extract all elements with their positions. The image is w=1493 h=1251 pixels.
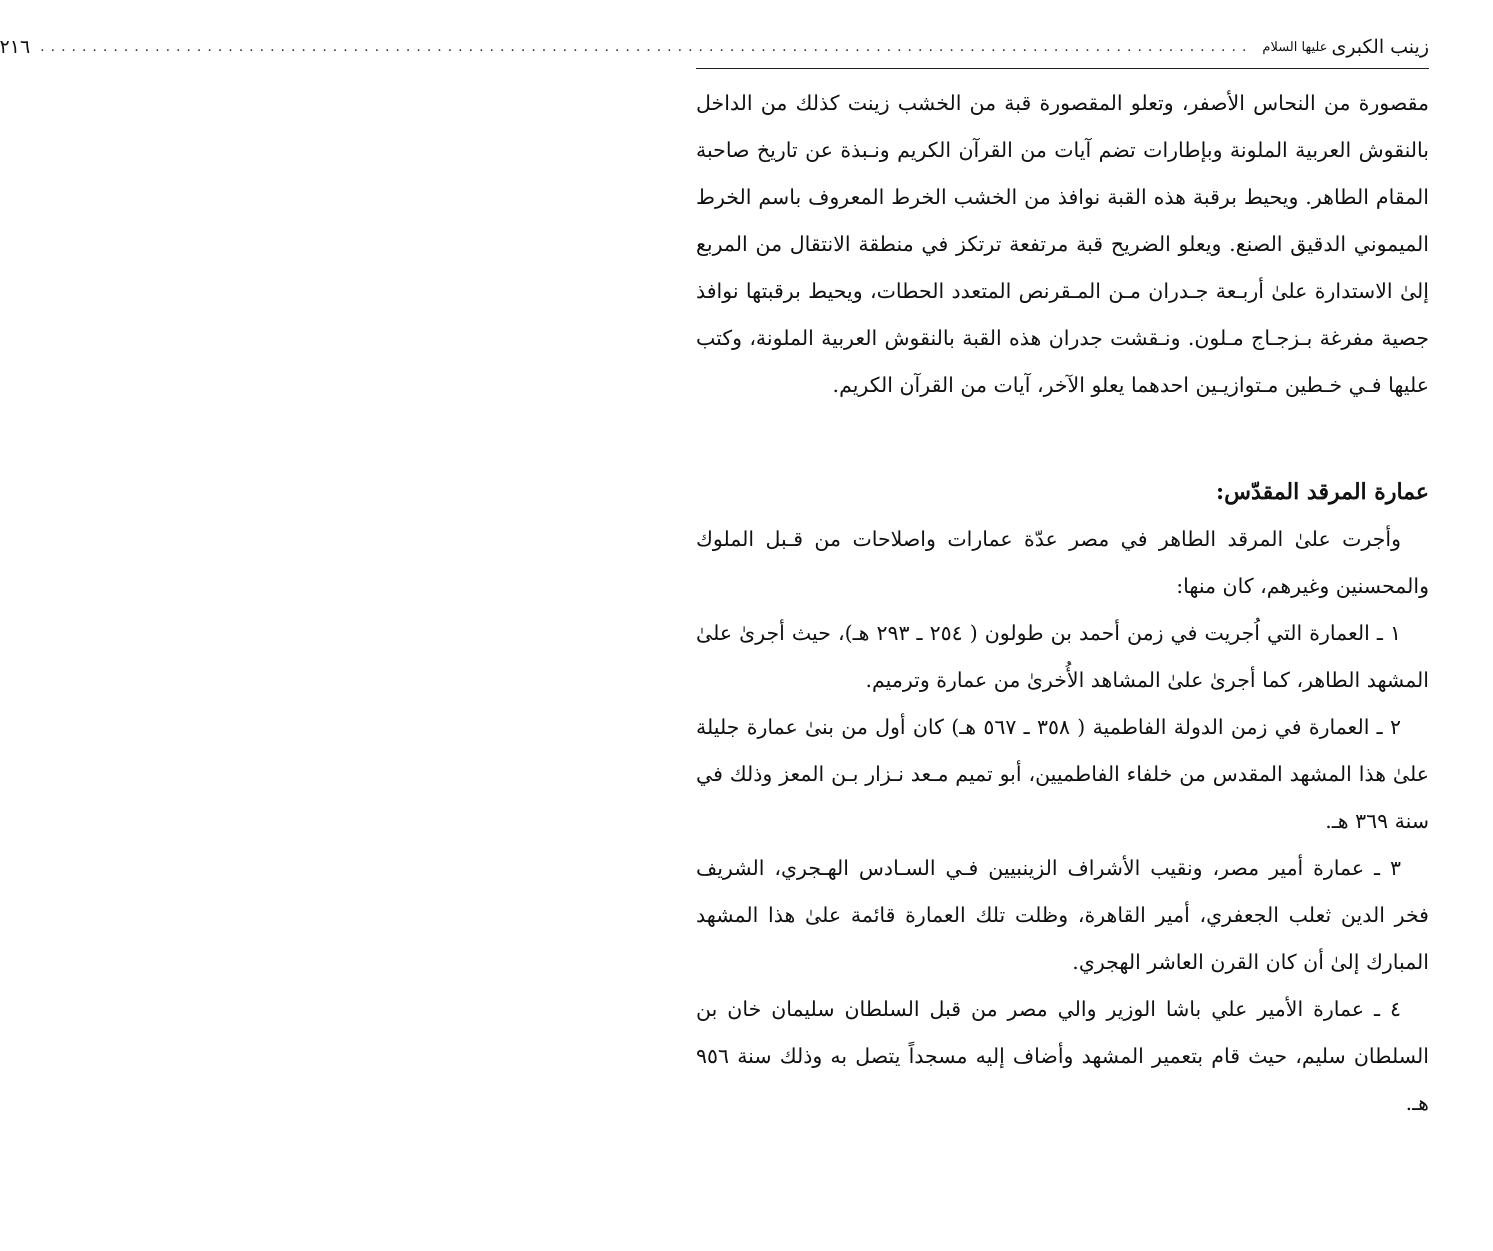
list-item-1: ١ ـ العمارة التي اُجريت في زمن أحمد بن طولون ( ٢٥٤ ـ ٢٩٣ هـ)، حيث أجرىٰ علىٰ المشهد الطاهر، كما أجرىٰ علىٰ المشاهد الأُخرىٰ من عمارة وترميم. <box>696 621 1429 692</box>
list-item-2: ٢ ـ العمارة في زمن الدولة الفاطمية ( ٣٥٨ ـ ٥٦٧ هـ) كان أول من بنىٰ عمارة جليلة علىٰ هذا المشهد المقدس من خلفاء الفاطميين، أبو تميم مـعد نـزار بـن المعز وذلك في سنة ٣٦٩ هـ. <box>696 715 1429 833</box>
lead-paragraph: وأجرت علىٰ المرقد الطاهر في مصر عدّة عمارات واصلاحات من قـبل الملوك والمحسنين وغيرهم، كان منها: <box>696 527 1429 598</box>
section-heading: عمارة المرقد المقدّس: <box>1216 479 1429 505</box>
header-rule <box>696 68 1429 69</box>
running-head <box>0 30 1429 64</box>
honorific-glyph: عليها السلام <box>1262 39 1328 55</box>
page-body <box>696 80 1429 1127</box>
book-title: زينب الكبرى <box>1331 36 1429 58</box>
page-number: ٢١٦ <box>0 36 31 58</box>
running-head-title <box>1262 36 1429 58</box>
list-item-3: ٣ ـ عمارة أمير مصر، ونقيب الأشراف الزينبيين فـي السـادس الهـجري، الشريف فخر الدين ثعلب الجعفري، أمير القاهرة، وظلت تلك العمارة قائمة علىٰ هذا المشهد المبارك إلىٰ أن كان القرن العاشر الهجري. <box>696 856 1429 974</box>
list-item-4: ٤ ـ عمارة الأمير علي باشا الوزير والي مصر من قبل السلطان سليمان خان بن السلطان سليم، حيث قام بتعمير المشهد وأضاف إليه مسجداً يتصل به وذلك سنة ٩٥٦ هـ. <box>696 997 1429 1115</box>
intro-paragraph: مقصورة من النحاس الأصفر، وتعلو المقصورة قبة من الخشب زينت كذلك من الداخل بالنقوش العربية الملونة وبإطارات تضم آيات من القرآن الكريم ونـبذة عن تاريخ صاحبة المقام الطاهر. ويحيط برقبة هذه القبة نوافذ من الخشب الخرط المعروف باسم الخرط الميموني الدقيق الصنع. ويعلو الضريح قبة مرتفعة ترتكز في منطقة الانتقال من المربع إلىٰ الاستدارة علىٰ أربـعة جـدران مـن المـقرنص المتعدد الحطات، ويحيط برقبتها نوافذ جصية مفرغة بـزجـاج مـلون. ونـقشت جدران هذه القبة بالنقوش العربية الملونة، وكتب عليها فـي خـطين مـتوازيـين احدهما يعلو الآخر، آيات من القرآن الكريم. <box>696 91 1429 397</box>
leader-dots: .................................................................................................................... <box>40 39 1253 55</box>
